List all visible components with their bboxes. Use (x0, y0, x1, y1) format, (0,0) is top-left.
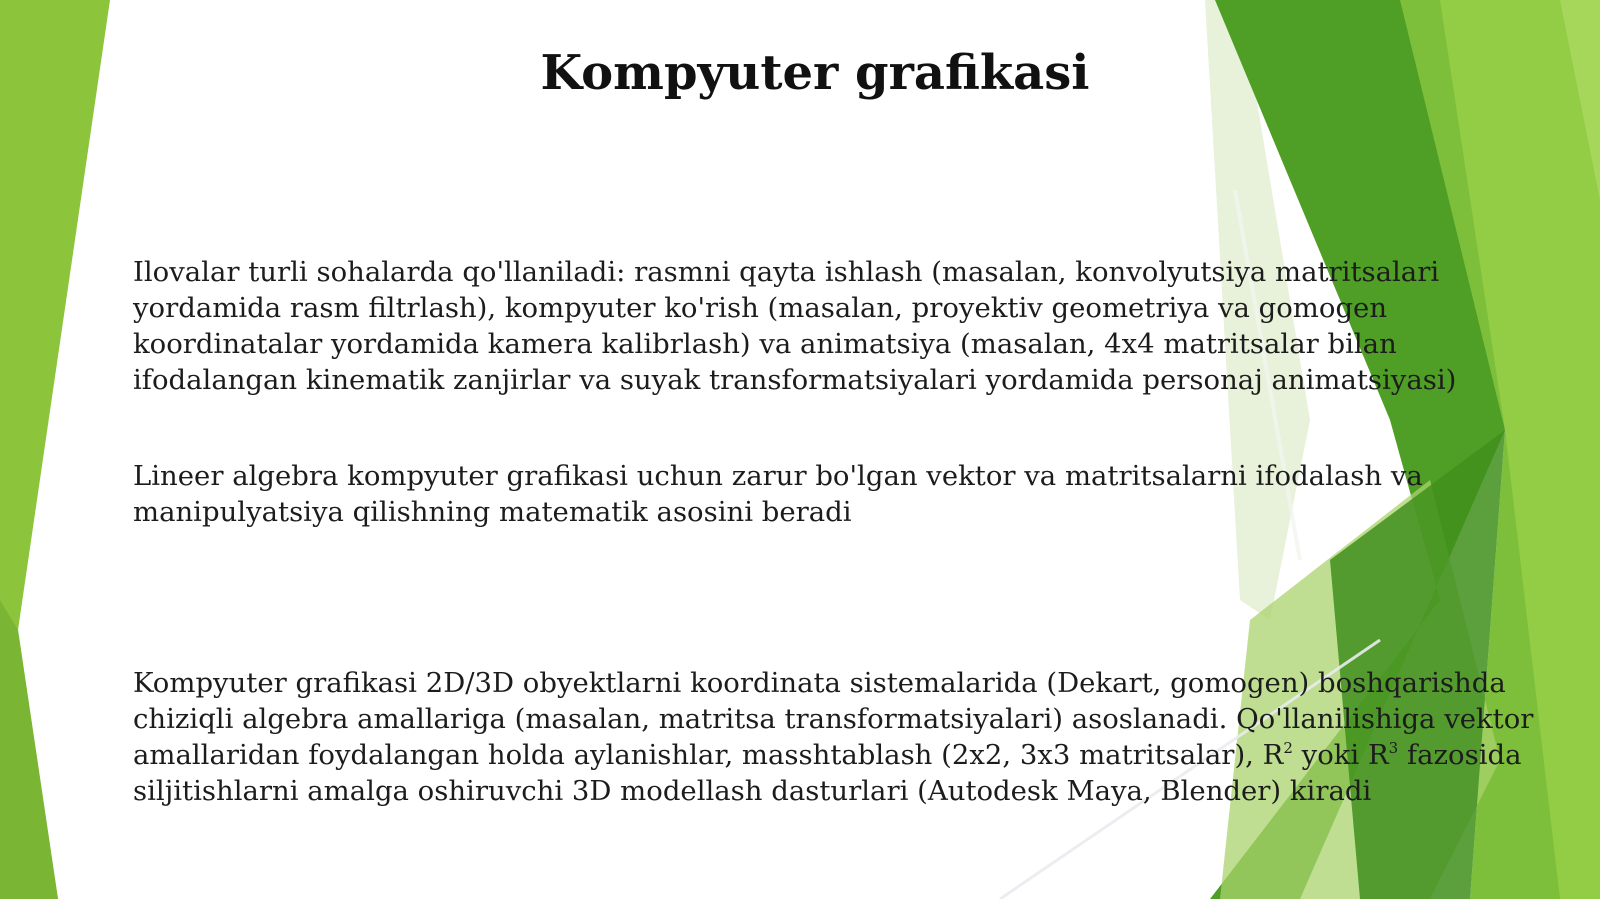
paragraph-text: fazosida siljitishlarni amalga oshiruvchi 3D modellash dasturlari (Autodesk Maya, Blender) kiradi (133, 739, 1522, 807)
paragraph-applications: Ilovalar turli sohalarda qo'llaniladi: rasmni qayta ishlash (masalan, konvolyutsiya matritsalari yordamida rasm filtrlash), kompyuter ko'rish (masalan, proyektiv geometriya va gomogen koordinatalar yordamida kamera kalibrlash) va animatsiya (masalan, 4x4 matritsalar bilan ifodalangan kinematik zanjirlar va suyak transformatsiyalari yordamida personaj animatsiyasi) (133, 256, 1457, 396)
paragraph-computer-graphics (133, 665, 1543, 809)
left-green-shade (0, 600, 58, 899)
paragraph-text: Kompyuter grafikasi 2D/3D obyektlarni koordinata sistemalarida (Dekart, gomogen) boshqarishda chiziqli algebra amallariga (masalan, matritsa transformatsiyalari) asoslanadi. Qo'llanilishiga vektor amallaridan foydalangan holda aylanishlar, masshtablash (2x2, 3x3 matritsalar), R (133, 667, 1534, 771)
paragraph-linear-algebra: Lineer algebra kompyuter grafikasi uchun zarur bo'lgan vektor va matritsalarni ifodalash va manipulyatsiya qilishning matematik asosini beradi (133, 460, 1423, 528)
superscript-2: 2 (1283, 739, 1293, 757)
slide-title: Kompyuter grafikasi (540, 45, 1090, 101)
paragraph-text: yoki R (1292, 739, 1389, 771)
superscript-3: 3 (1388, 739, 1399, 757)
